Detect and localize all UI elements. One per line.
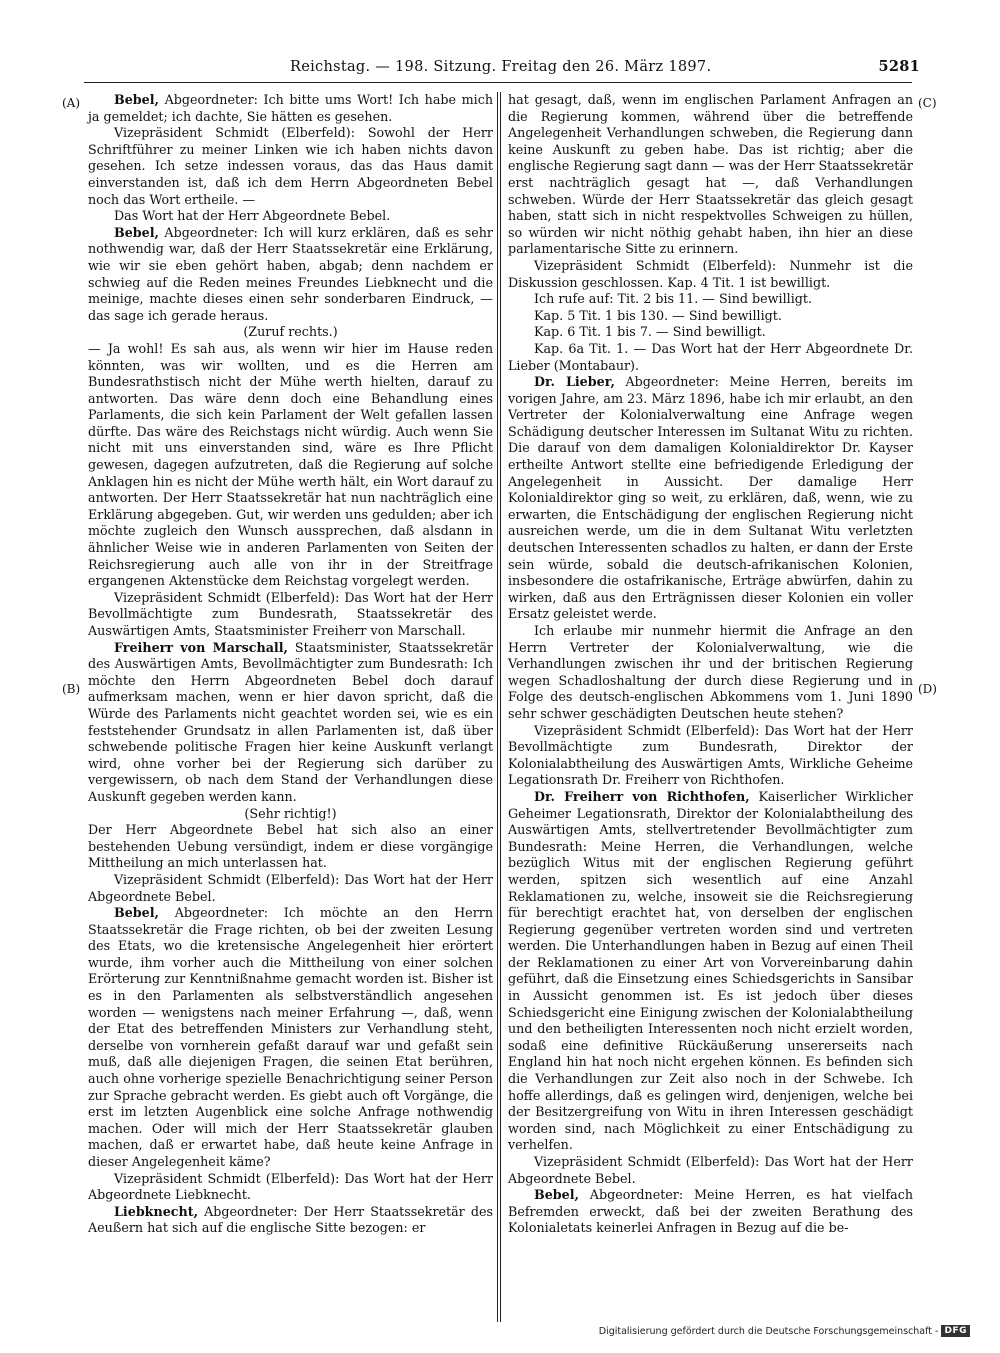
paragraph-text: Abgeordneter: Meine Herren, bereits im vorigen Jahre, am 23. März 1896, habe ich mir erlaubt, an den Vertreter der Kolonialverwaltung eine Anfrage wegen Schädigung deutscher Interessen im Sultanat Witu zu richten. Die darauf von dem damaligen Kolonialdirektor Dr. Kayser ertheilte Antwort stellte eine befriedigende Erledigung der Angelegenheit in Aussicht. Der damalige Herr Kolonialdirektor ging so weit, zu erklären, daß, wenn, wie zu erwarten, die Entschädigung der englischen Regierung nicht ausreichen werde, um die in dem Sultanat Witu verletzten deutschen Interessenten schadlos zu halten, er dann der Erste sein würde, sobald die deutsch-afrikanischen Kolonien, insbesondere die ostafrikanische, Erträge abwürfen, dahin zu wirken, daß aus den Erträgnissen dieser Kolonien ein voller Ersatz geleistet werde. — [508, 374, 913, 622]
header-rule — [84, 82, 912, 83]
paragraph — [88, 872, 493, 905]
paragraph — [88, 806, 493, 823]
paragraph — [88, 822, 493, 872]
margin-label-d: (D) — [918, 682, 937, 696]
paragraph-text: Das Wort hat der Herr Abgeordnete Bebel. — [114, 208, 391, 224]
paragraph — [508, 308, 913, 325]
paragraph — [508, 374, 913, 623]
paragraph — [88, 208, 493, 225]
paragraph — [88, 640, 493, 806]
paragraph-text: Vizepräsident Schmidt (Elberfeld): Das Wort hat der Herr Abgeordnete Bebel. — [508, 1154, 913, 1186]
speaker-name: Bebel, — [114, 92, 159, 107]
paragraph-text: (Sehr richtig!) — [244, 805, 337, 821]
speaker-name: Liebknecht, — [114, 1203, 198, 1219]
paragraph — [88, 341, 493, 590]
paragraph — [88, 1204, 493, 1237]
paragraph — [508, 341, 913, 374]
paragraph-text: Kap. 5 Tit. 1 bis 130. — Sind bewilligt. — [534, 307, 782, 323]
margin-label-b: (B) — [62, 682, 81, 696]
paragraph — [88, 1171, 493, 1204]
paragraph-text: Abgeordneter: Meine Herren, es hat vielfach Befremden erweckt, daß bei der zweiten Berathung des Kolonialetats keinerlei Anfragen in Bezug auf die be- — [508, 1187, 913, 1236]
paragraph-text: — Ja wohl! Es sah aus, als wenn wir hier im Hause reden könnten, was wir wollten, und es die Herren am Bundesrathstisch nicht der Mühe werth hielten, darauf zu antworten. Das wäre denn doch eine Behandlung eines Parlaments, die sich kein Parlament der Welt gefallen lassen dürfte. Das wäre des Reichstags nicht würdig. Auch wenn Sie nicht mit uns einverstanden sind, wäre es Ihre Pflicht gewesen, dagegen aufzutreten, daß die Regierung auf solche Anklagen hin es nicht der Mühe werth hält, ein Wort darauf zu antworten. Der Herr Staatssekretär hat nun nachträglich eine Erklärung abgegeben. Gut, wir werden uns gedulden; aber ich möchte zugleich den Wunsch aussprechen, daß alsdann in ähnlicher Weise wie in anderen Parlamenten von Seiten der Reichsregierung auch alle von ihr in der Streitfrage ergangenen Aktenstücke dem Reichstag vorgelegt werden. — [88, 340, 493, 589]
paragraph-text: Vizepräsident Schmidt (Elberfeld): Nunmehr ist die Diskussion geschlossen. Kap. 4 Tit. 1 ist bewilligt. — [508, 257, 913, 290]
speaker-name: Bebel, — [534, 1187, 579, 1203]
paragraph-text: Vizepräsident Schmidt (Elberfeld): Das Wort hat der Herr Abgeordnete Bebel. — [88, 871, 493, 904]
paragraph-text: Staatsminister, Staatssekretär des Auswärtigen Amts, Bevollmächtigter zum Bundesrath: Ich möchte den Herrn Abgeordneten Bebel doch darauf aufmerksam machen, wenn er hier davon spricht, daß die Würde des Parlaments nicht geachtet worden sei, wie es ein feststehender Grundsatz in allen Parlamenten ist, daß über schwebende politische Fragen hier keine Auskunft verlangt wird, ohne vorher bei der Regierung sich darüber zu vergewissern, ob nach dem Stand der Verhandlungen diese Auskunft gegeben werden kann. — [88, 639, 493, 804]
paragraph — [508, 623, 913, 723]
paragraph-text: (Zuruf rechts.) — [243, 324, 338, 340]
margin-label-a: (A) — [62, 96, 81, 110]
paragraph-text: Kap. 6 Tit. 1 bis 7. — Sind bewilligt. — [534, 324, 766, 340]
margin-label-c: (C) — [918, 96, 937, 110]
paragraph-text: Kaiserlicher Wirklicher Geheimer Legationsrath, Direktor der Kolonialabtheilung des Auswärtigen Amts, stellvertretender Bevollmächtigter zum Bundesrath: Meine Herren, die Verhandlungen, welche bezüglich Witus mit der englischen Regierung geführt werden, spitzen sich wesentlich auf eine Anzahl Reklamationen zu, welche, insoweit sie die Reichsregierung für berechtigt erachtet hat, von derselben der englischen Regierung gegenüber vertreten worden sind und vertreten werden. Die Unterhandlungen haben in Bezug auf einen Theil der Reklamationen zu einer Art von Vorvereinbarung dahin geführt, daß die Einsetzung eines Schiedsgerichts in Sansibar in Aussicht genommen ist. Es ist jedoch über dieses Schiedsgericht eine Einigung zwischen der Kolonialabtheilung und den betheiligten Interessenten noch nicht erzielt worden, sodaß eine definitive Rückäußerung unsererseits nach England hin hat noch nicht ergehen können. Es befinden sich die Verhandlungen zur Zeit also noch in der Schwebe. Ich hoffe allerdings, daß es gelingen wird, denjenigen, welche bei der Besitzergreifung von Witu in ihren Interessen geschädigt worden sind, nach Möglichkeit zu einer Entschädigung zu verhelfen. — [508, 788, 914, 1153]
paragraph-text: hat gesagt, daß, wenn im englischen Parlament Anfragen an die Regierung kommen, während über die betreffende Angelegenheit Verhandlungen schweben, die Regierung dann keine Auskunft zu geben habe. Das ist richtig; aber die englische Regierung sagt dann — was der Herr Staatssekretär erst nachträglich gesagt hat —, daß Verhandlungen schweben. Würde der Herr Staatssekretär das gleich gesagt haben, statt sich in nicht respektvolles Schweigen zu hüllen, so würden wir nicht nöthig gehabt haben, ihn hier an diese parlamentarische Sitte zu erinnern. — [508, 92, 913, 257]
paragraph — [508, 92, 913, 258]
speaker-name: Bebel, — [114, 224, 159, 240]
paragraph-text: Vizepräsident Schmidt (Elberfeld): Das Wort hat der Herr Bevollmächtigte zum Bundesrath, Direktor der Kolonialabtheilung des Auswärtigen Amts, Wirkliche Geheime Legationsrath Dr. Freiherr von Richthofen. — [508, 722, 913, 788]
paragraph — [88, 92, 493, 125]
paragraph — [508, 789, 913, 1154]
speaker-name: Bebel, — [114, 905, 159, 921]
paragraph-text: Abgeordneter: Ich will kurz erklären, daß es sehr nothwendig war, daß der Herr Staatssekretär eine Erklärung, wie wir sie eben gehört haben, abgab; denn nachdem er schwieg auf die Reden meines Freundes Liebknecht und die meinige, machte dieses einen sehr sonderbaren Eindruck, — das sage ich gerade heraus. — [88, 224, 493, 323]
paragraph — [88, 590, 493, 640]
paragraph — [508, 291, 913, 308]
running-header — [80, 56, 920, 78]
paragraph-text: Der Herr Abgeordnete Bebel hat sich also an einer bestehenden Uebung versündigt, indem er diese vorgängige Mittheilung an mich unterlassen hat. — [88, 822, 493, 871]
paragraph — [508, 258, 913, 291]
right-column — [508, 92, 913, 1237]
paragraph — [88, 225, 493, 325]
paragraph-text: Vizepräsident Schmidt (Elberfeld): Das Wort hat der Herr Bevollmächtigte zum Bundesrath, Staatssekretär des Auswärtigen Amts, Staatsminister Freiherr von Marschall. — [88, 589, 493, 638]
header-title: Reichstag. — 198. Sitzung. Freitag den 26. März 1897. — [290, 59, 712, 75]
paragraph-text: Ich rufe auf: Tit. 2 bis 11. — Sind bewilligt. — [534, 291, 813, 307]
paragraph — [508, 324, 913, 341]
paragraph — [88, 905, 493, 1171]
left-column — [88, 92, 493, 1237]
speaker-name: Dr. Lieber, — [534, 374, 615, 390]
digitization-footer — [599, 1325, 970, 1337]
paragraph — [508, 723, 913, 789]
paragraph-text: Vizepräsident Schmidt (Elberfeld): Das Wort hat der Herr Abgeordnete Liebknecht. — [88, 1170, 493, 1203]
paragraph-text: Abgeordneter: Ich bitte ums Wort! Ich habe mich ja gemeldet; ich dachte, Sie hätten es gesehen. — [88, 92, 493, 124]
speaker-name: Freiherr von Marschall, — [114, 639, 288, 655]
footer-text: Digitalisierung gefördert durch die Deutsche Forschungsgemeinschaft - — [598, 1325, 939, 1337]
paragraph-text: Kap. 6a Tit. 1. — Das Wort hat der Herr Abgeordnete Dr. Lieber (Montabaur). — [508, 340, 913, 373]
dfg-logo: DFG — [941, 1325, 970, 1337]
paragraph — [88, 324, 493, 341]
paragraph-text: Abgeordneter: Ich möchte an den Herrn Staatssekretär die Frage richten, ob bei der zweiten Lesung des Etats, wo die kretensische Angelegenheit hier erörtert wurde, ihm vorher auch die Mittheilung von einer solchen Erörterung zur Kenntnißnahme gemacht worden ist. Bisher ist es in den Parlamenten als selbstverständlich angesehen worden — wenigstens nach meiner Erfahrung —, daß, wenn der Etat des betreffenden Ministers zur Verhandlung steht, derselbe von vornherein gefaßt darauf war und gefaßt sein muß, daß alle diejenigen Fragen, die seinen Etat berühren, auch ohne vorherige spezielle Benachrichtigung seiner Person zur Sprache gebracht werden. Es giebt auch oft Vorgänge, die erst im letzten Augenblick eine solche Anfrage nothwendig machen. Oder will mich der Herr Staatssekretär glauben machen, daß er erwartet habe, daß heute keine Anfrage in dieser Angelegenheit käme? — [88, 905, 493, 1169]
paragraph — [508, 1187, 913, 1237]
speaker-name: Dr. Freiherr von Richthofen, — [534, 788, 750, 804]
paragraph — [88, 125, 493, 208]
paragraph — [508, 1154, 913, 1187]
paragraph-text: Abgeordneter: Der Herr Staatssekretär des Aeußern hat sich auf die englische Sitte bezogen: er — [88, 1203, 493, 1236]
page-number: 5281 — [878, 58, 920, 75]
column-divider — [497, 92, 501, 1322]
paragraph-text: Ich erlaube mir nunmehr hiermit die Anfrage an den Herrn Vertreter der Kolonialverwaltung, wie die Verhandlungen zwischen ihr und der britischen Regierung wegen Schadloshaltung der durch diese Regierung und in Folge des deutsch-englischen Abkommens vom 1. Juni 1890 sehr schwer geschädigten Deutschen heute stehen? — [508, 623, 913, 721]
paragraph-text: Vizepräsident Schmidt (Elberfeld): Sowohl der Herr Schriftführer zu meiner Linken wie ich haben nichts davon gesehen. Ich setze indessen voraus, das das Haus damit einverstanden ist, daß ich dem Herrn Abgeordneten Bebel noch das Wort ertheile. — — [88, 125, 493, 207]
